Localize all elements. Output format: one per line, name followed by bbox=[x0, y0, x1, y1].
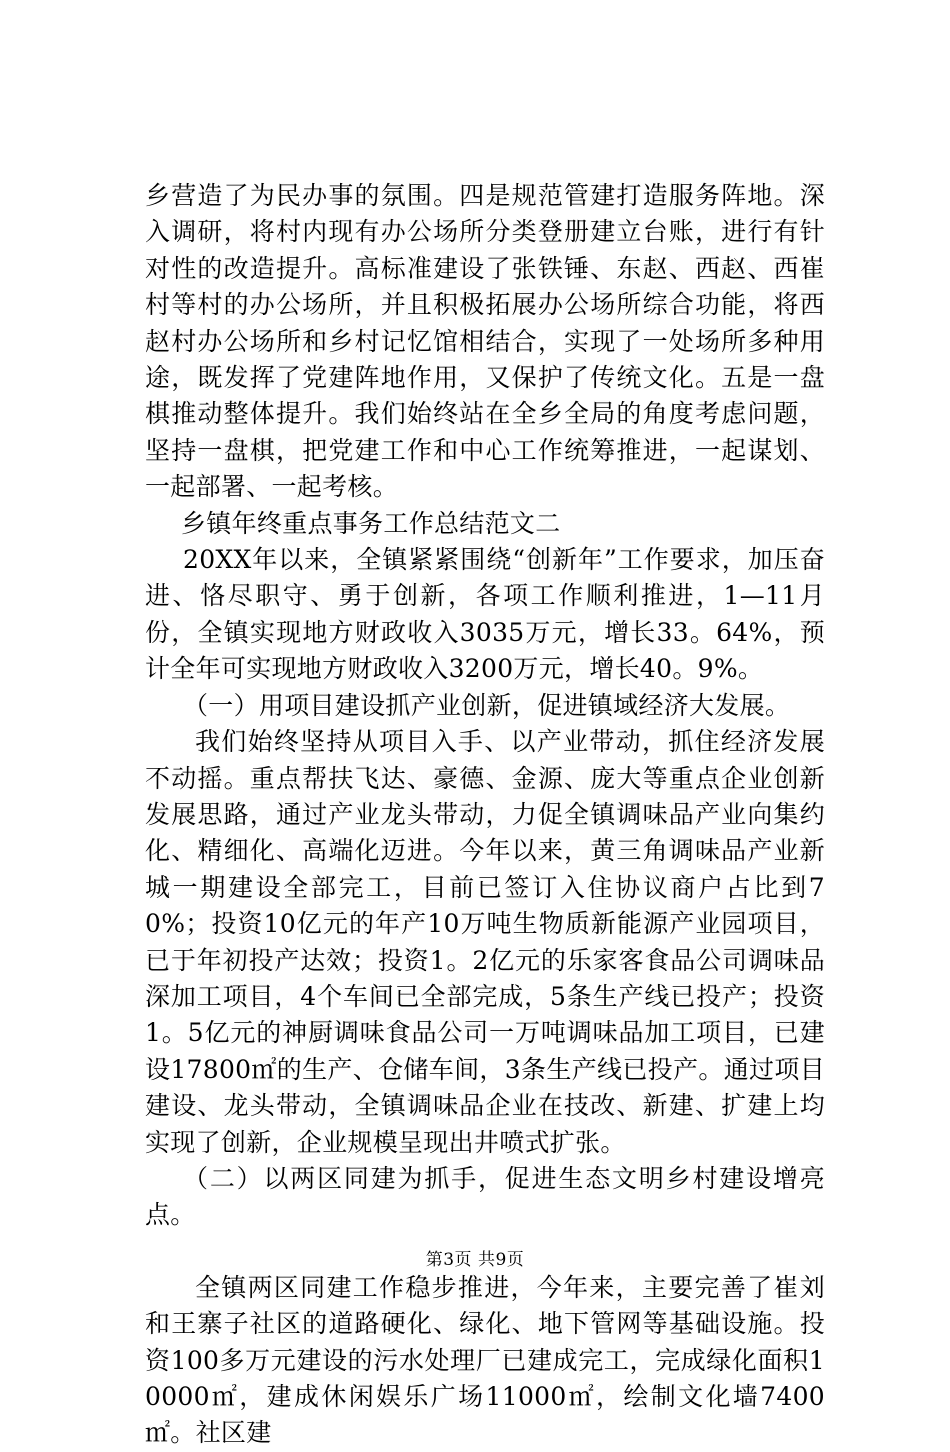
paragraph-intro: 20XX年以来，全镇紧紧围绕“创新年”工作要求，加压奋进、恪尽职守、勇于创新，各项工作顺利推进，1—11月份，全镇实现地方财政收入3035万元，增长33。64%，预计全年可实现地方财政收入3200万元，增长40。9%。 bbox=[145, 545, 825, 684]
page-number: 第3页 共9页 bbox=[425, 1250, 525, 1270]
section-title: 乡镇年终重点事务工作总结范文二 bbox=[181, 508, 561, 538]
paragraph-party-building: 乡营造了为民办事的氛围。四是规范管建打造服务阵地。深入调研，将村内现有办公场所分类登册建立台账，进行有针对性的改造提升。高标准建设了张铁锤、东赵、西赵、西崔村等村的办公场所，并且积极拓展办公场所综合功能，将西赵村办公场所和乡村记忆馆相结合，实现了一处场所多种用途，既发挥了党建阵地作用，又保护了传统文化。五是一盘棋推动整体提升。我们始终站在全乡全局的角度考虑问题，坚持一盘棋，把党建工作和中心工作统筹推进，一起谋划、一起部署、一起考核。 bbox=[145, 181, 825, 502]
paragraph-ecology: 全镇两区同建工作稳步推进，今年来，主要完善了崔刘和王寨子社区的道路硬化、绿化、地下管网等基础设施。投资100多万元建设的污水处理厂已建成完工，完成绿化面积10000㎡，建成休闲娱乐广场11000㎡，绘制文化墙7400㎡。社区建 bbox=[145, 1272, 825, 1448]
subheading-one: （一）用项目建设抓产业创新，促进镇域经济大发展。 bbox=[183, 690, 791, 720]
paragraph-projects: 我们始终坚持从项目入手、以产业带动，抓住经济发展不动摇。重点帮扶飞达、豪德、金源、庞大等重点企业创新发展思路，通过产业龙头带动，力促全镇调味品产业向集约化、精细化、高端化迈进。今年以来，黄三角调味品产业新城一期建设全部完工，目前已签订入住协议商户占比到70%；投资10亿元的年产10万吨生物质新能源产业园项目，已于年初投产达效；投资1。2亿元的乐家客食品公司调味品深加工项目，4个车间已全部完成，5条生产线已投产；投资1。5亿元的神厨调味食品公司一万吨调味品加工项目，已建设17800㎡的生产、仓储车间，3条生产线已投产。通过项目建设、龙头带动，全镇调味品企业在技改、新建、扩建上均实现了创新，企业规模呈现出井喷式扩张。 bbox=[145, 727, 825, 1157]
subheading-two: （二）以两区同建为抓手，促进生态文明乡村建设增亮点。 bbox=[145, 1163, 825, 1230]
